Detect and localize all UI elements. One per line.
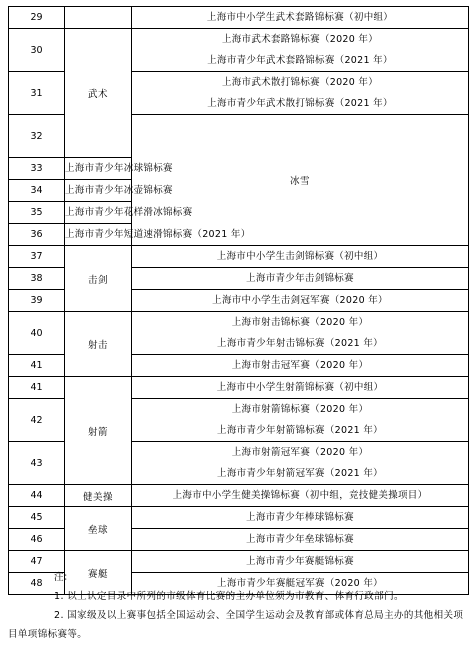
notes-title: 注： [54, 572, 74, 583]
event-name [132, 399, 469, 442]
event-line: 上海市中小学生健美操锦标赛（初中组，竞技健美操项目） [172, 490, 428, 501]
event-name [132, 290, 469, 312]
event-name [65, 202, 193, 224]
table-row [9, 485, 469, 507]
event-line: 上海市青少年冰球锦标赛 [65, 163, 173, 174]
sport-category: 冰雪 [132, 115, 469, 246]
events-table [8, 6, 469, 595]
note-item: 1. 以上认定目录中所列的市级体育比赛的主办单位须为市教育、体育行政部门。 [54, 591, 404, 602]
event-line: 上海市青少年赛艇锦标赛 [246, 556, 354, 567]
event-line: 上海市射击冠军赛（2020 年） [231, 360, 369, 371]
event-name [132, 312, 469, 355]
row-number: 34 [9, 180, 65, 202]
row-number: 41 [9, 377, 65, 399]
event-line: 上海市青少年赛艇冠军赛（2020 年） [217, 578, 383, 589]
event-line: 上海市青少年垒球锦标赛 [246, 534, 354, 545]
sport-category: 武术 [65, 29, 132, 158]
table-row [9, 507, 469, 529]
event-line: 上海市射箭冠军赛（2020 年） [231, 447, 369, 458]
table-row [9, 29, 469, 72]
row-number: 32 [9, 115, 65, 158]
event-name [132, 485, 469, 507]
table-row [9, 7, 469, 29]
sport-category: 赛艇 [65, 551, 132, 595]
event-line: 上海市青少年射击锦标赛（2021 年） [217, 338, 383, 349]
row-number: 38 [9, 268, 65, 290]
row-number: 43 [9, 442, 65, 485]
event-line: 上海市青少年花样滑冰锦标赛 [65, 207, 193, 218]
event-name [132, 7, 469, 29]
event-line: 上海市青少年冰壶锦标赛 [65, 185, 173, 196]
row-number: 47 [9, 551, 65, 573]
event-line: 上海市中小学生射箭锦标赛（初中组） [216, 382, 384, 393]
event-name [132, 442, 469, 485]
event-line: 上海市青少年击剑锦标赛 [246, 273, 354, 284]
event-line: 上海市射击锦标赛（2020 年） [231, 317, 369, 328]
row-number: 42 [9, 399, 65, 442]
event-line: 上海市中小学生武术套路锦标赛（初中组） [206, 12, 394, 23]
event-line: 上海市青少年射箭锦标赛（2021 年） [217, 425, 383, 436]
event-line: 上海市射箭锦标赛（2020 年） [231, 404, 369, 415]
row-number: 44 [9, 485, 65, 507]
sport-category [65, 7, 132, 29]
row-number: 40 [9, 312, 65, 355]
note-item: 2. 国家级及以上赛事包括全国运动会、全国学生运动会及教育部或体育总局主办的其他相关项目单项锦标赛等。 [8, 610, 464, 640]
row-number: 48 [9, 573, 65, 595]
sport-category: 射箭 [65, 377, 132, 485]
row-number: 46 [9, 529, 65, 551]
event-name [132, 355, 469, 377]
sport-category: 击剑 [65, 246, 132, 312]
notes-section [8, 568, 468, 644]
event-name [132, 72, 469, 115]
sport-category: 健美操 [65, 485, 132, 507]
row-number: 30 [9, 29, 65, 72]
event-line: 上海市武术套路锦标赛（2020 年） [221, 34, 379, 45]
event-line: 上海市青少年棒球锦标赛 [246, 512, 354, 523]
row-number: 31 [9, 72, 65, 115]
event-name [132, 529, 469, 551]
event-name [132, 246, 469, 268]
event-name [132, 507, 469, 529]
row-number: 39 [9, 290, 65, 312]
event-name [65, 158, 173, 180]
row-number: 36 [9, 224, 65, 246]
event-name [132, 268, 469, 290]
row-number: 37 [9, 246, 65, 268]
event-name [65, 224, 251, 246]
table-row [9, 312, 469, 355]
table-row [9, 377, 469, 399]
row-number: 45 [9, 507, 65, 529]
sport-category: 垒球 [65, 507, 132, 551]
event-line: 上海市武术散打锦标赛（2020 年） [221, 77, 379, 88]
event-line: 上海市中小学生击剑锦标赛（初中组） [216, 251, 384, 262]
event-line: 上海市青少年射箭冠军赛（2021 年） [217, 468, 383, 479]
event-name [132, 29, 469, 72]
row-number: 41 [9, 355, 65, 377]
event-line: 上海市青少年武术套路锦标赛（2021 年） [207, 55, 393, 66]
event-line: 上海市青少年短道速滑锦标赛（2021 年） [65, 229, 251, 240]
row-number: 35 [9, 202, 65, 224]
table-row [9, 246, 469, 268]
sport-category: 射击 [65, 312, 132, 377]
event-name [65, 180, 173, 202]
row-number: 33 [9, 158, 65, 180]
event-line: 上海市中小学生击剑冠军赛（2020 年） [212, 295, 388, 306]
row-number: 29 [9, 7, 65, 29]
event-name [132, 377, 469, 399]
event-line: 上海市青少年武术散打锦标赛（2021 年） [207, 98, 393, 109]
